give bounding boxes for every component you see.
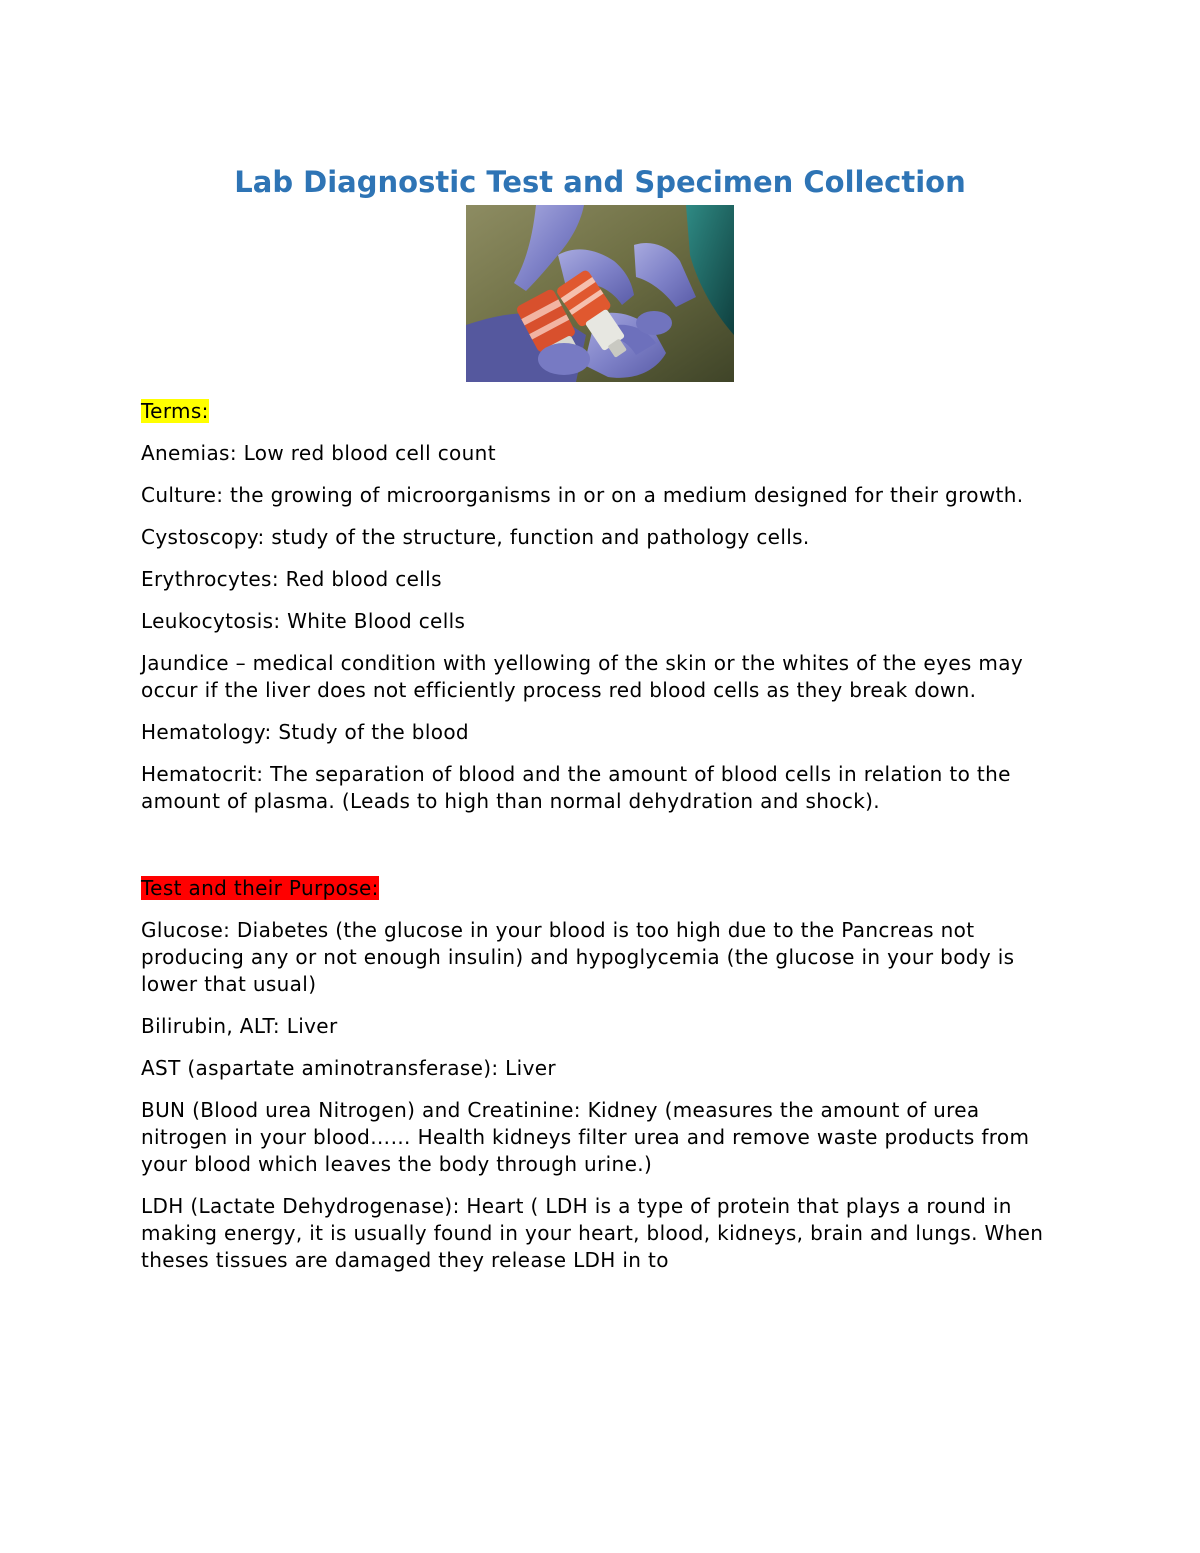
test-item: Glucose: Diabetes (the glucose in your blood is too high due to the Pancreas not producing any or not enough insulin) and hypoglycemia (the glucose in your body is lower that usual) (141, 918, 1015, 996)
section-spacer (141, 830, 1071, 875)
tests-heading-paragraph (141, 875, 1071, 902)
test-item: AST (aspartate aminotransferase): Liver (141, 1056, 556, 1080)
term-item: Anemias: Low red blood cell count (141, 441, 496, 465)
terms-heading: Terms: (141, 399, 209, 423)
test-item: BUN (Blood urea Nitrogen) and Creatinine: Kidney (measures the amount of urea nitrogen in your blood…… Health kidneys filter urea and remove waste products from your blood which leaves the body through urine.) (141, 1098, 1030, 1176)
term-item: Jaundice – medical condition with yellowing of the skin or the whites of the eyes may occur if the liver does not efficiently process red blood cells as they break down. (141, 651, 1024, 702)
term-item: Hematology: Study of the blood (141, 720, 469, 744)
document-title: Lab Diagnostic Test and Specimen Collection (234, 165, 966, 199)
term-item: Cystoscopy: study of the structure, function and pathology cells. (141, 525, 810, 549)
gloved-hands-tubes-illustration (466, 205, 734, 382)
test-item: LDH (Lactate Dehydrogenase): Heart ( LDH is a type of protein that plays a round in making energy, it is usually found in your heart, blood, kidneys, brain and lungs. When theses tissues are damaged they release LDH in to (141, 1194, 1044, 1272)
tests-heading: Test and their Purpose: (141, 876, 379, 900)
terms-heading-paragraph (141, 398, 1071, 425)
document-body (141, 398, 1071, 1289)
term-item: Hematocrit: The separation of blood and the amount of blood cells in relation to the amount of plasma. (Leads to high than normal dehydration and shock). (141, 762, 1011, 813)
term-item: Leukocytosis: White Blood cells (141, 609, 466, 633)
lab-specimen-photo (466, 205, 734, 382)
test-item: Bilirubin, ALT: Liver (141, 1014, 338, 1038)
term-item: Culture: the growing of microorganisms in or on a medium designed for their growth. (141, 483, 1024, 507)
term-item: Erythrocytes: Red blood cells (141, 567, 442, 591)
